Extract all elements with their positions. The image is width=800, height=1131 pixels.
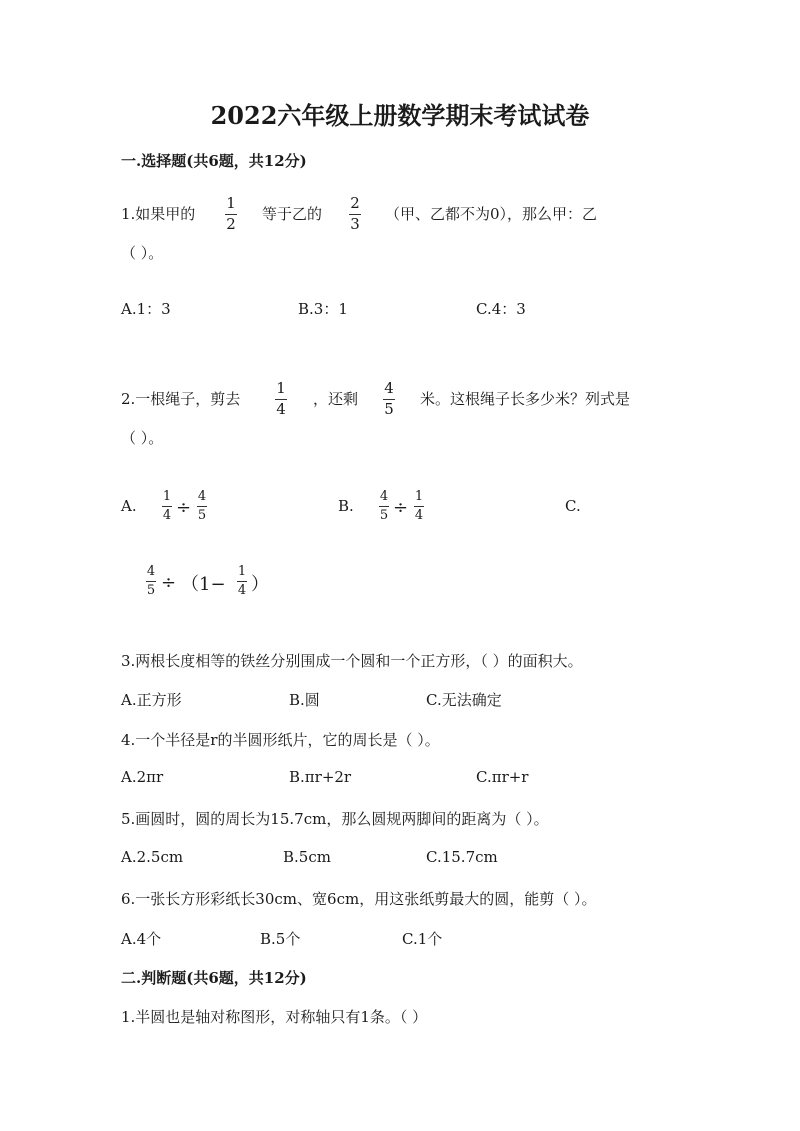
- fraction-denominator: 4: [162, 507, 172, 523]
- fraction-numerator: 1: [237, 564, 247, 579]
- q3-option-c: C.无法确定: [426, 691, 502, 709]
- fraction-numerator: 1: [162, 489, 172, 504]
- fraction-denominator: 5: [146, 582, 156, 598]
- q4-option-a: A.2πr: [121, 768, 164, 786]
- q4-option-b: B.πr+2r: [289, 768, 352, 786]
- fraction-denominator: 5: [197, 507, 207, 523]
- fraction-numerator: 4: [197, 489, 207, 504]
- q2-option-c-paren-open: （1−: [181, 574, 226, 595]
- q6-option-b: B.5个: [260, 930, 301, 948]
- q2-option-c-fraction-2: [237, 565, 247, 597]
- q1-fraction-1: [225, 196, 237, 233]
- q1-text-b: 等于乙的: [262, 205, 323, 223]
- q2-text-a: 2.一根绳子，剪去: [121, 390, 241, 408]
- q2-fraction-2: [383, 381, 395, 418]
- q5-option-a: A.2.5cm: [121, 848, 184, 866]
- q1-text-d: （ ）。: [121, 244, 164, 262]
- fraction-numerator: 1: [414, 489, 424, 504]
- q3-option-b: B.圆: [289, 691, 320, 709]
- q2-option-b-fraction-2: [414, 490, 424, 522]
- q5-option-c: C.15.7cm: [426, 848, 498, 866]
- fraction-denominator: 3: [350, 214, 360, 233]
- q1-option-b: B.3：1: [298, 300, 348, 318]
- q2-text-b: ，还剩: [313, 390, 359, 408]
- q2-option-a-fraction-1: [162, 490, 172, 522]
- fraction-numerator: 1: [226, 194, 236, 212]
- fraction-numerator: 1: [276, 379, 286, 397]
- q4-text: 4.一个半径是r的半圆形纸片，它的周长是（ ）。: [121, 731, 440, 749]
- fraction-denominator: 5: [384, 399, 394, 418]
- q6-text: 6.一张长方形彩纸长30cm、宽6cm，用这张纸剪最大的圆，能剪（ ）。: [121, 890, 597, 908]
- q5-text: 5.画圆时，圆的周长为15.7cm，那么圆规两脚间的距离为（ ）。: [121, 810, 549, 828]
- q2-option-b-fraction-1: [379, 490, 389, 522]
- q1-option-c: C.4：3: [476, 300, 526, 318]
- q3-text: 3.两根长度相等的铁丝分别围成一个圆和一个正方形，（ ）的面积大。: [121, 652, 583, 670]
- fraction-numerator: 4: [384, 379, 394, 397]
- q2-text-c: 米。这根绳子长多少米？列式是: [420, 390, 631, 408]
- q2-text-d: （ ）。: [121, 429, 164, 447]
- q2-option-c-fraction-1: [146, 565, 156, 597]
- q4-option-c: C.πr+r: [476, 768, 529, 786]
- fraction-numerator: 2: [350, 194, 360, 212]
- fraction-denominator: 4: [276, 399, 286, 418]
- j1-text: 1.半圆也是轴对称图形，对称轴只有1条。（ ）: [121, 1008, 428, 1026]
- q2-option-a-divide: ÷: [176, 497, 192, 518]
- q2-option-a-label: A.: [121, 497, 137, 515]
- fraction-denominator: 4: [414, 507, 424, 523]
- page-title: 2022六年级上册数学期末考试试卷: [210, 101, 590, 130]
- q2-option-b-label: B.: [338, 497, 354, 515]
- fraction-denominator: 5: [379, 507, 389, 523]
- q6-option-a: A.4个: [121, 930, 162, 948]
- fraction-numerator: 4: [146, 564, 156, 579]
- q1-text-a: 1.如果甲的: [121, 205, 196, 223]
- q2-option-c-label: C.: [565, 497, 581, 515]
- q2-option-c-divide: ÷: [161, 572, 177, 593]
- q3-option-a: A.正方形: [121, 691, 182, 709]
- section-heading-judgement: 二.判断题(共6题，共12分): [121, 969, 307, 987]
- fraction-denominator: 2: [226, 214, 236, 233]
- q1-fraction-2: [349, 196, 361, 233]
- q2-fraction-1: [275, 381, 287, 418]
- q2-option-b-divide: ÷: [393, 497, 409, 518]
- q1-text-c: （甲、乙都不为0），那么甲：乙: [385, 205, 598, 223]
- q6-option-c: C.1个: [402, 930, 443, 948]
- q5-option-b: B.5cm: [283, 848, 331, 866]
- q2-option-c-paren-close: ）: [251, 574, 269, 595]
- section-heading-choice: 一.选择题(共6题，共12分): [121, 152, 307, 170]
- fraction-numerator: 4: [379, 489, 389, 504]
- q1-option-a: A.1：3: [121, 300, 171, 318]
- q2-option-a-fraction-2: [197, 490, 207, 522]
- fraction-denominator: 4: [237, 582, 247, 598]
